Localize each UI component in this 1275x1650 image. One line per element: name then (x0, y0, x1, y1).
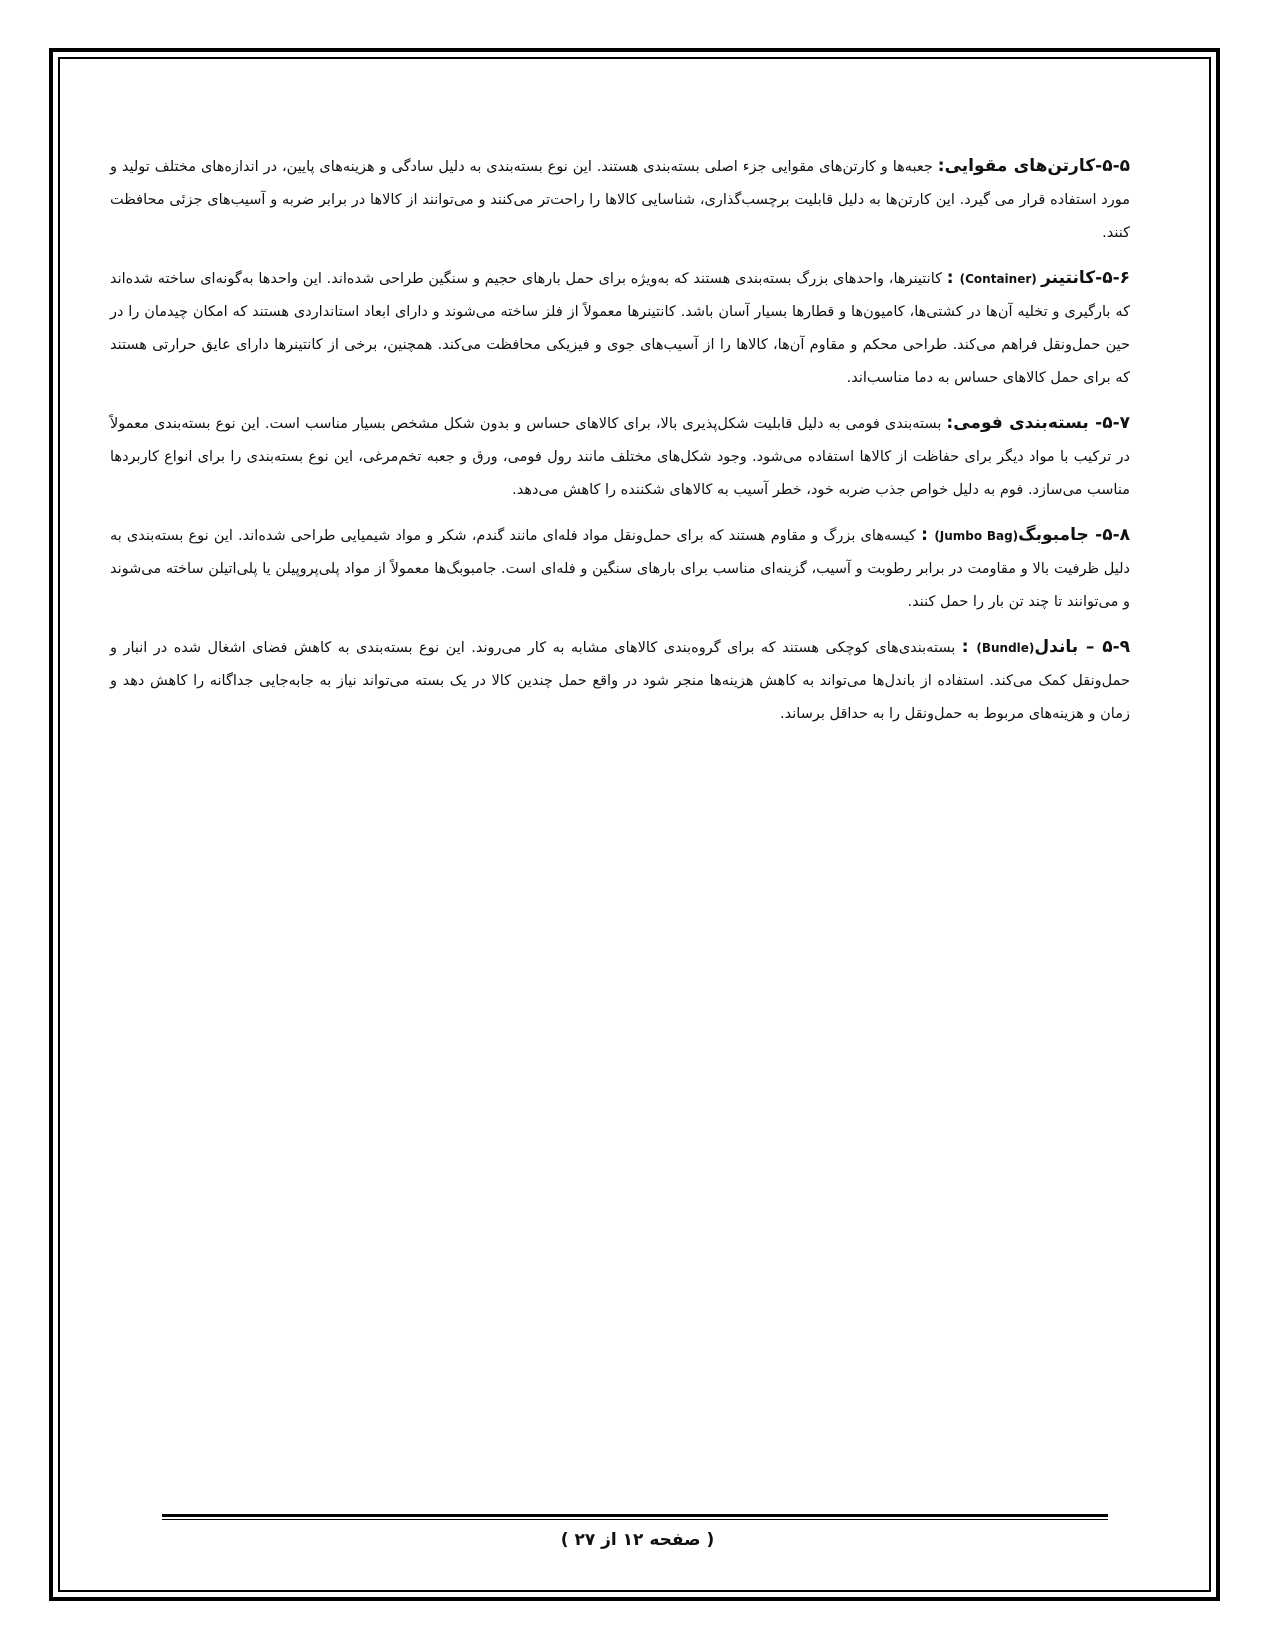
section-number: ۵-۶- (1095, 268, 1130, 288)
section-heading-colon: : (921, 525, 935, 545)
paragraph-text: جعبه‌ها و کارتن‌های مقوایی جزء اصلی بسته‌بندی هستند. این نوع بسته‌بندی به دلیل سادگی و هزینه‌های پایین، در اندازه‌های مختلف تولید و مورد استفاده قرار می گیرد. این کارتن‌ها به دلیل قابلیت برچسب‌گذاری، شناسایی کالاها را راحت‌تر می‌کنند و می‌توانند از کالاها در برابر ضربه و آسیب‌های جزئی محافظت کنند. (110, 159, 1130, 241)
section-heading-latin: (Container) (959, 272, 1042, 286)
paragraph-text: بسته‌بندی فومی به دلیل قابلیت شکل‌پذیری بالا، برای کالاهای حساس و بدون شکل مشخص بسیار مناسب است. این نوع بسته‌بندی معمولاً در ترکیب با مواد دیگر برای حفاظت از کالاها استفاده می‌شود. وجود شکل‌های مختلف مانند رول فومی، ورق و جعبه تخم‌مرغی، این نوع بسته‌بندی را برای انواع کاربردها مناسب می‌سازد. فوم به دلیل خواص جذب ضربه خود، خطر آسیب به کالاهای شکننده را کاهش می‌دهد. (110, 416, 1130, 498)
section-heading-colon: : (946, 268, 960, 288)
paragraph-bundle (110, 631, 1130, 731)
paragraph-foam (110, 407, 1130, 507)
section-heading: باندل (1034, 637, 1079, 657)
paragraph-text: کیسه‌های بزرگ و مقاوم هستند که برای حمل‌ونقل مواد فله‌ای مانند گندم، شکر و مواد شیمیایی طراحی شده‌اند. این نوع بسته‌بندی به دلیل ظرفیت بالا و مقاومت در برابر رطوبت و آسیب، گزینه‌ای مناسب برای بارهای سنگین و فله‌ای است. جامبوبگ‌ها معمولاً از مواد پلی‌پروپیلن یا پلی‌اتیلن ساخته می‌شوند و می‌توانند تا چند تن بار را حمل کنند. (110, 528, 1130, 610)
section-number: ۵-۵- (1095, 156, 1130, 176)
section-heading: کانتینر (1041, 268, 1096, 288)
section-heading-colon: : (961, 637, 977, 657)
section-heading: بسته‌بندی فومی: (946, 413, 1089, 433)
paragraph-text: کانتینرها، واحدهای بزرگ بسته‌بندی هستند که به‌ویژه برای حمل بارهای حجیم و سنگین طراحی شده‌اند. این واحدها به‌گونه‌ای ساخته شده‌اند که بارگیری و تخلیه آن‌ها در کشتی‌ها، کامیون‌ها و قطارها بسیار آسان باشد. کانتینرها معمولاً از فلز ساخته می‌شوند و دارای ابعاد استانداردی هستند که امکان چیدمان را در حین حمل‌ونقل فراهم می‌کند. طراحی محکم و مقاوم آن‌ها، کالاها را از آسیب‌های جوی و فیزیکی محافظت می‌کند. همچنین، برخی از کانتینرها دارای عایق حرارتی هستند که برای حمل کالاهای حساس به دما مناسب‌اند. (110, 271, 1130, 386)
section-heading: جامبوبگ (1018, 525, 1089, 545)
paragraph-jumbo-bag (110, 519, 1130, 619)
paragraph-container (110, 262, 1130, 395)
section-heading-latin: (Jumbo Bag) (934, 529, 1019, 543)
section-heading-latin: (Bundle) (976, 641, 1035, 655)
document-body (110, 150, 1130, 743)
section-number: ۵-۸- (1088, 525, 1131, 545)
paragraph-cartons (110, 150, 1130, 250)
section-heading: کارتن‌های مقوایی: (937, 156, 1096, 176)
page-number: ( صفحه ۱۲ از ۲۷ ) (560, 1530, 715, 1550)
section-number: ۵-۹ – (1078, 637, 1131, 657)
paragraph-text: بسته‌بندی‌های کوچکی هستند که برای گروه‌بندی کالاهای مشابه به کار می‌روند. این نوع بسته‌بندی به کاهش فضای اشغال شده در انبار و حمل‌ونقل کمک می‌کند. استفاده از باندل‌ها می‌تواند به کاهش هزینه‌ها منجر شود در واقع حمل چندین کالا در یک بسته می‌تواند نیاز به جابه‌جایی جداگانه را کاهش دهد و زمان و هزینه‌های مربوط به حمل‌ونقل را به حداقل برساند. (110, 640, 1130, 722)
footer-divider (162, 1514, 1108, 1520)
section-number: ۵-۷- (1088, 413, 1130, 433)
